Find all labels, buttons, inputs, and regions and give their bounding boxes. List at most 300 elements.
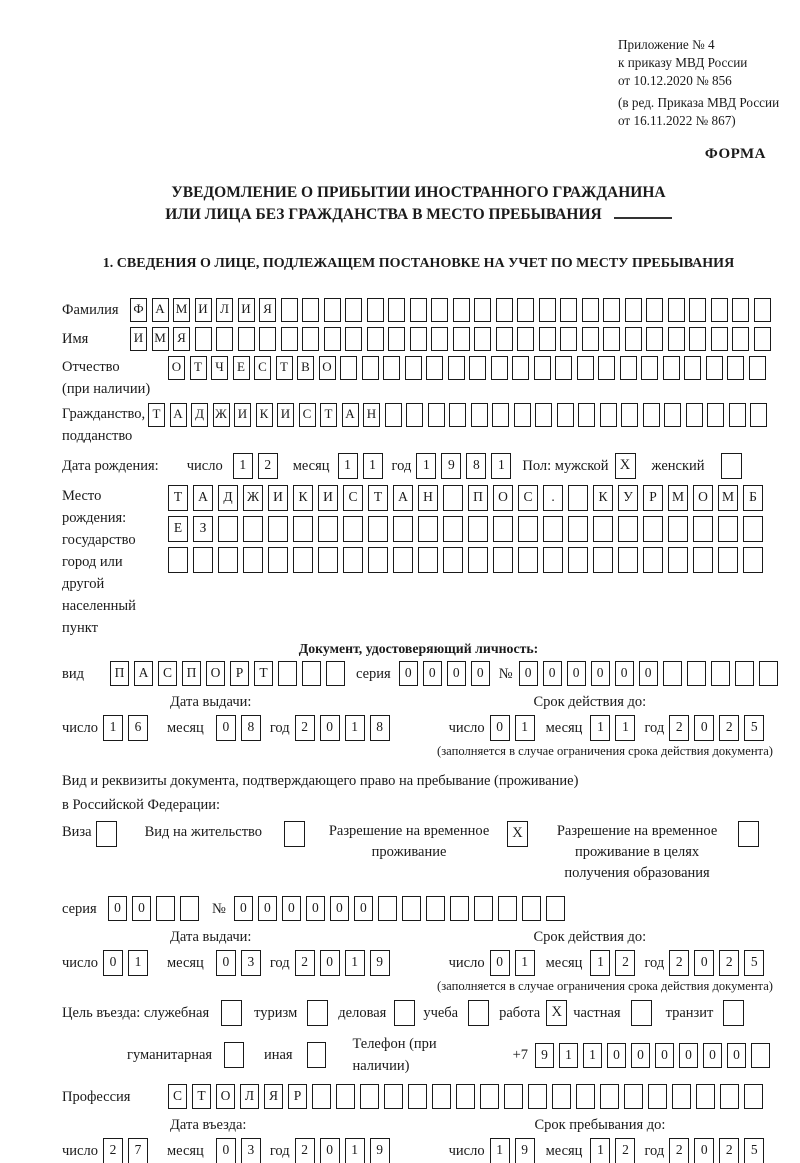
char-cell[interactable] (345, 298, 362, 322)
char-cell[interactable]: 2 (669, 715, 689, 741)
char-cell[interactable]: С (299, 403, 316, 427)
char-cell[interactable] (517, 327, 534, 351)
char-cell[interactable] (668, 298, 685, 322)
char-cell[interactable]: 5 (744, 1138, 764, 1163)
char-cell[interactable]: Ж (243, 485, 263, 511)
char-cell[interactable] (302, 327, 319, 351)
char-cell[interactable] (743, 547, 763, 573)
char-cell[interactable] (546, 896, 565, 921)
char-cell[interactable]: 8 (466, 453, 486, 479)
char-cell[interactable] (568, 516, 588, 542)
char-cell[interactable]: 0 (216, 715, 236, 741)
char-cell[interactable] (428, 403, 445, 427)
char-cell[interactable]: Ч (211, 356, 228, 380)
char-cell[interactable] (360, 1084, 379, 1109)
char-cell[interactable] (711, 298, 728, 322)
char-cell[interactable] (471, 403, 488, 427)
char-cell[interactable] (535, 403, 552, 427)
char-cell[interactable] (543, 516, 563, 542)
char-cell[interactable]: 0 (631, 1043, 650, 1068)
char-cell[interactable]: 0 (567, 661, 586, 686)
char-cell[interactable]: 2 (295, 950, 315, 976)
char-cell[interactable] (754, 327, 771, 351)
char-cell[interactable]: 0 (216, 1138, 236, 1163)
char-cell[interactable] (491, 356, 508, 380)
char-cell[interactable]: Б (743, 485, 763, 511)
char-cell[interactable] (684, 356, 701, 380)
char-cell[interactable] (749, 356, 766, 380)
char-cell[interactable]: 1 (345, 1138, 365, 1163)
char-cell[interactable] (443, 516, 463, 542)
char-cell[interactable] (384, 1084, 403, 1109)
official-checkbox[interactable] (221, 1000, 242, 1026)
work-checkbox[interactable]: X (546, 1000, 567, 1026)
char-cell[interactable] (646, 298, 663, 322)
char-cell[interactable]: Е (168, 516, 188, 542)
char-cell[interactable] (405, 356, 422, 380)
char-cell[interactable] (582, 327, 599, 351)
char-cell[interactable]: 0 (330, 896, 349, 921)
char-cell[interactable] (689, 298, 706, 322)
char-cell[interactable]: 0 (694, 715, 714, 741)
char-cell[interactable] (504, 1084, 523, 1109)
char-cell[interactable] (281, 298, 298, 322)
char-cell[interactable] (326, 661, 345, 686)
char-cell[interactable] (727, 356, 744, 380)
char-cell[interactable] (450, 896, 469, 921)
char-cell[interactable]: М (152, 327, 169, 351)
char-cell[interactable] (431, 298, 448, 322)
char-cell[interactable]: О (206, 661, 225, 686)
char-cell[interactable]: 0 (320, 1138, 340, 1163)
char-cell[interactable]: 0 (282, 896, 301, 921)
temp-residence-edu-checkbox[interactable] (738, 821, 759, 847)
char-cell[interactable] (456, 1084, 475, 1109)
char-cell[interactable]: Л (216, 298, 233, 322)
char-cell[interactable]: 0 (703, 1043, 722, 1068)
char-cell[interactable] (754, 298, 771, 322)
char-cell[interactable] (668, 327, 685, 351)
char-cell[interactable]: Т (254, 661, 273, 686)
char-cell[interactable] (539, 298, 556, 322)
char-cell[interactable] (720, 1084, 739, 1109)
char-cell[interactable]: О (168, 356, 185, 380)
char-cell[interactable] (643, 516, 663, 542)
char-cell[interactable] (641, 356, 658, 380)
char-cell[interactable] (560, 327, 577, 351)
char-cell[interactable]: Т (148, 403, 165, 427)
char-cell[interactable]: Д (218, 485, 238, 511)
char-cell[interactable]: С (158, 661, 177, 686)
char-cell[interactable] (618, 547, 638, 573)
char-cell[interactable] (718, 516, 738, 542)
char-cell[interactable]: Т (168, 485, 188, 511)
char-cell[interactable] (593, 516, 613, 542)
other-purpose-checkbox[interactable] (307, 1042, 327, 1068)
char-cell[interactable]: 1 (590, 1138, 610, 1163)
char-cell[interactable]: 0 (543, 661, 562, 686)
char-cell[interactable] (618, 516, 638, 542)
char-cell[interactable]: 1 (345, 950, 365, 976)
char-cell[interactable]: И (277, 403, 294, 427)
char-cell[interactable]: Н (363, 403, 380, 427)
char-cell[interactable]: М (173, 298, 190, 322)
char-cell[interactable]: 0 (447, 661, 466, 686)
char-cell[interactable] (367, 327, 384, 351)
char-cell[interactable] (281, 327, 298, 351)
char-cell[interactable] (514, 403, 531, 427)
char-cell[interactable] (193, 547, 213, 573)
char-cell[interactable]: 1 (515, 950, 535, 976)
char-cell[interactable]: 1 (590, 715, 610, 741)
char-cell[interactable]: П (110, 661, 129, 686)
char-cell[interactable] (268, 516, 288, 542)
char-cell[interactable] (453, 298, 470, 322)
char-cell[interactable] (663, 661, 682, 686)
char-cell[interactable] (686, 403, 703, 427)
char-cell[interactable]: . (543, 485, 563, 511)
char-cell[interactable]: С (343, 485, 363, 511)
char-cell[interactable]: 1 (515, 715, 535, 741)
char-cell[interactable]: 0 (103, 950, 123, 976)
char-cell[interactable]: 1 (128, 950, 148, 976)
char-cell[interactable] (646, 327, 663, 351)
char-cell[interactable]: 1 (338, 453, 358, 479)
char-cell[interactable] (750, 403, 767, 427)
char-cell[interactable]: А (152, 298, 169, 322)
char-cell[interactable]: 8 (241, 715, 261, 741)
char-cell[interactable] (368, 516, 388, 542)
char-cell[interactable]: 0 (108, 896, 127, 921)
char-cell[interactable]: Т (320, 403, 337, 427)
char-cell[interactable] (512, 356, 529, 380)
char-cell[interactable] (156, 896, 175, 921)
char-cell[interactable] (426, 896, 445, 921)
char-cell[interactable] (243, 516, 263, 542)
char-cell[interactable] (345, 327, 362, 351)
char-cell[interactable] (528, 1084, 547, 1109)
char-cell[interactable]: А (393, 485, 413, 511)
char-cell[interactable]: 2 (295, 1138, 315, 1163)
char-cell[interactable] (383, 356, 400, 380)
char-cell[interactable] (406, 403, 423, 427)
char-cell[interactable] (577, 356, 594, 380)
char-cell[interactable] (582, 298, 599, 322)
char-cell[interactable]: Р (230, 661, 249, 686)
char-cell[interactable]: З (193, 516, 213, 542)
char-cell[interactable]: 9 (370, 1138, 390, 1163)
char-cell[interactable] (268, 547, 288, 573)
char-cell[interactable]: И (130, 327, 147, 351)
char-cell[interactable]: Я (259, 298, 276, 322)
char-cell[interactable]: 2 (615, 950, 635, 976)
char-cell[interactable] (218, 547, 238, 573)
char-cell[interactable] (568, 485, 588, 511)
char-cell[interactable]: 2 (669, 950, 689, 976)
char-cell[interactable] (453, 327, 470, 351)
char-cell[interactable]: 2 (103, 1138, 123, 1163)
visa-checkbox[interactable] (96, 821, 117, 847)
char-cell[interactable] (480, 1084, 499, 1109)
business-checkbox[interactable] (394, 1000, 415, 1026)
char-cell[interactable]: 0 (234, 896, 253, 921)
char-cell[interactable] (324, 327, 341, 351)
char-cell[interactable]: 0 (639, 661, 658, 686)
char-cell[interactable] (393, 516, 413, 542)
char-cell[interactable] (343, 516, 363, 542)
char-cell[interactable]: М (668, 485, 688, 511)
char-cell[interactable] (318, 547, 338, 573)
char-cell[interactable]: 0 (306, 896, 325, 921)
char-cell[interactable] (603, 327, 620, 351)
char-cell[interactable] (743, 516, 763, 542)
char-cell[interactable]: У (618, 485, 638, 511)
char-cell[interactable]: Ф (130, 298, 147, 322)
char-cell[interactable]: 9 (515, 1138, 535, 1163)
char-cell[interactable]: 0 (694, 1138, 714, 1163)
char-cell[interactable]: О (216, 1084, 235, 1109)
char-cell[interactable] (496, 298, 513, 322)
char-cell[interactable] (600, 1084, 619, 1109)
char-cell[interactable] (474, 327, 491, 351)
char-cell[interactable]: 0 (519, 661, 538, 686)
char-cell[interactable]: 3 (241, 950, 261, 976)
char-cell[interactable] (603, 298, 620, 322)
char-cell[interactable] (539, 327, 556, 351)
char-cell[interactable] (336, 1084, 355, 1109)
char-cell[interactable] (474, 896, 493, 921)
char-cell[interactable] (600, 403, 617, 427)
char-cell[interactable]: 1 (490, 1138, 510, 1163)
char-cell[interactable] (643, 547, 663, 573)
char-cell[interactable] (474, 298, 491, 322)
char-cell[interactable]: 0 (471, 661, 490, 686)
char-cell[interactable] (706, 356, 723, 380)
char-cell[interactable] (620, 356, 637, 380)
char-cell[interactable]: А (193, 485, 213, 511)
char-cell[interactable] (664, 403, 681, 427)
char-cell[interactable]: Т (192, 1084, 211, 1109)
char-cell[interactable]: 1 (345, 715, 365, 741)
char-cell[interactable] (693, 516, 713, 542)
char-cell[interactable] (555, 356, 572, 380)
char-cell[interactable] (168, 547, 188, 573)
char-cell[interactable]: 1 (233, 453, 253, 479)
char-cell[interactable] (568, 547, 588, 573)
char-cell[interactable] (388, 327, 405, 351)
char-cell[interactable]: 1 (583, 1043, 602, 1068)
char-cell[interactable] (557, 403, 574, 427)
humanitarian-checkbox[interactable] (224, 1042, 244, 1068)
char-cell[interactable]: 0 (490, 950, 510, 976)
char-cell[interactable]: 2 (719, 715, 739, 741)
char-cell[interactable] (672, 1084, 691, 1109)
char-cell[interactable] (643, 403, 660, 427)
char-cell[interactable] (711, 661, 730, 686)
char-cell[interactable] (218, 516, 238, 542)
char-cell[interactable] (534, 356, 551, 380)
char-cell[interactable]: 3 (241, 1138, 261, 1163)
char-cell[interactable] (216, 327, 233, 351)
char-cell[interactable] (343, 547, 363, 573)
char-cell[interactable]: 0 (727, 1043, 746, 1068)
char-cell[interactable]: Т (276, 356, 293, 380)
char-cell[interactable]: И (234, 403, 251, 427)
char-cell[interactable]: И (268, 485, 288, 511)
char-cell[interactable] (498, 896, 517, 921)
char-cell[interactable]: П (468, 485, 488, 511)
private-checkbox[interactable] (631, 1000, 652, 1026)
char-cell[interactable]: 2 (669, 1138, 689, 1163)
char-cell[interactable]: 1 (103, 715, 123, 741)
char-cell[interactable] (668, 516, 688, 542)
char-cell[interactable]: О (319, 356, 336, 380)
char-cell[interactable]: 0 (490, 715, 510, 741)
char-cell[interactable]: О (493, 485, 513, 511)
char-cell[interactable] (410, 327, 427, 351)
char-cell[interactable] (493, 516, 513, 542)
char-cell[interactable] (560, 298, 577, 322)
char-cell[interactable] (388, 298, 405, 322)
char-cell[interactable] (668, 547, 688, 573)
char-cell[interactable] (362, 356, 379, 380)
char-cell[interactable]: 0 (132, 896, 151, 921)
char-cell[interactable]: 0 (320, 715, 340, 741)
char-cell[interactable]: 1 (590, 950, 610, 976)
char-cell[interactable] (468, 547, 488, 573)
char-cell[interactable] (693, 547, 713, 573)
char-cell[interactable]: 1 (416, 453, 436, 479)
char-cell[interactable]: С (254, 356, 271, 380)
char-cell[interactable]: 0 (320, 950, 340, 976)
char-cell[interactable] (410, 298, 427, 322)
char-cell[interactable] (431, 327, 448, 351)
char-cell[interactable]: Л (240, 1084, 259, 1109)
char-cell[interactable]: 5 (744, 950, 764, 976)
char-cell[interactable]: П (182, 661, 201, 686)
char-cell[interactable]: К (293, 485, 313, 511)
char-cell[interactable]: Я (173, 327, 190, 351)
char-cell[interactable] (426, 356, 443, 380)
char-cell[interactable]: Р (288, 1084, 307, 1109)
char-cell[interactable] (259, 327, 276, 351)
char-cell[interactable] (744, 1084, 763, 1109)
char-cell[interactable] (302, 661, 321, 686)
study-checkbox[interactable] (468, 1000, 489, 1026)
char-cell[interactable]: С (518, 485, 538, 511)
char-cell[interactable] (468, 516, 488, 542)
char-cell[interactable] (278, 661, 297, 686)
transit-checkbox[interactable] (723, 1000, 744, 1026)
char-cell[interactable]: 0 (607, 1043, 626, 1068)
char-cell[interactable] (493, 547, 513, 573)
char-cell[interactable]: С (168, 1084, 187, 1109)
char-cell[interactable] (707, 403, 724, 427)
char-cell[interactable] (448, 356, 465, 380)
char-cell[interactable] (238, 327, 255, 351)
char-cell[interactable] (443, 547, 463, 573)
char-cell[interactable]: 0 (354, 896, 373, 921)
char-cell[interactable] (687, 661, 706, 686)
char-cell[interactable]: 1 (615, 715, 635, 741)
char-cell[interactable]: В (297, 356, 314, 380)
char-cell[interactable]: 0 (216, 950, 236, 976)
char-cell[interactable] (759, 661, 778, 686)
char-cell[interactable]: 0 (615, 661, 634, 686)
char-cell[interactable] (624, 1084, 643, 1109)
char-cell[interactable]: 2 (295, 715, 315, 741)
char-cell[interactable]: 0 (423, 661, 442, 686)
char-cell[interactable] (367, 298, 384, 322)
char-cell[interactable]: Я (264, 1084, 283, 1109)
char-cell[interactable]: 6 (128, 715, 148, 741)
char-cell[interactable] (522, 896, 541, 921)
female-checkbox[interactable] (721, 453, 742, 479)
char-cell[interactable] (578, 403, 595, 427)
char-cell[interactable] (751, 1043, 770, 1068)
char-cell[interactable] (492, 403, 509, 427)
char-cell[interactable] (648, 1084, 667, 1109)
char-cell[interactable] (621, 403, 638, 427)
char-cell[interactable] (711, 327, 728, 351)
male-checkbox[interactable]: X (615, 453, 636, 479)
char-cell[interactable]: 2 (719, 950, 739, 976)
char-cell[interactable] (180, 896, 199, 921)
char-cell[interactable] (625, 327, 642, 351)
char-cell[interactable]: 0 (591, 661, 610, 686)
char-cell[interactable] (408, 1084, 427, 1109)
char-cell[interactable] (543, 547, 563, 573)
char-cell[interactable] (449, 403, 466, 427)
char-cell[interactable]: А (170, 403, 187, 427)
char-cell[interactable]: 1 (559, 1043, 578, 1068)
char-cell[interactable] (312, 1084, 331, 1109)
char-cell[interactable] (576, 1084, 595, 1109)
char-cell[interactable] (732, 298, 749, 322)
char-cell[interactable] (293, 516, 313, 542)
char-cell[interactable]: 0 (679, 1043, 698, 1068)
char-cell[interactable] (593, 547, 613, 573)
char-cell[interactable]: М (718, 485, 738, 511)
char-cell[interactable] (385, 403, 402, 427)
char-cell[interactable] (735, 661, 754, 686)
char-cell[interactable] (324, 298, 341, 322)
char-cell[interactable]: 2 (615, 1138, 635, 1163)
char-cell[interactable]: 2 (719, 1138, 739, 1163)
char-cell[interactable] (418, 516, 438, 542)
char-cell[interactable]: Т (368, 485, 388, 511)
char-cell[interactable] (432, 1084, 451, 1109)
char-cell[interactable]: А (134, 661, 153, 686)
char-cell[interactable] (729, 403, 746, 427)
char-cell[interactable]: Р (643, 485, 663, 511)
char-cell[interactable]: К (256, 403, 273, 427)
char-cell[interactable]: 5 (744, 715, 764, 741)
char-cell[interactable]: Д (191, 403, 208, 427)
char-cell[interactable] (318, 516, 338, 542)
char-cell[interactable]: 2 (258, 453, 278, 479)
char-cell[interactable] (418, 547, 438, 573)
char-cell[interactable]: Ж (213, 403, 230, 427)
char-cell[interactable]: 0 (655, 1043, 674, 1068)
char-cell[interactable]: И (195, 298, 212, 322)
char-cell[interactable] (496, 327, 513, 351)
char-cell[interactable] (552, 1084, 571, 1109)
char-cell[interactable] (402, 896, 421, 921)
char-cell[interactable]: О (693, 485, 713, 511)
char-cell[interactable] (518, 547, 538, 573)
char-cell[interactable] (195, 327, 212, 351)
